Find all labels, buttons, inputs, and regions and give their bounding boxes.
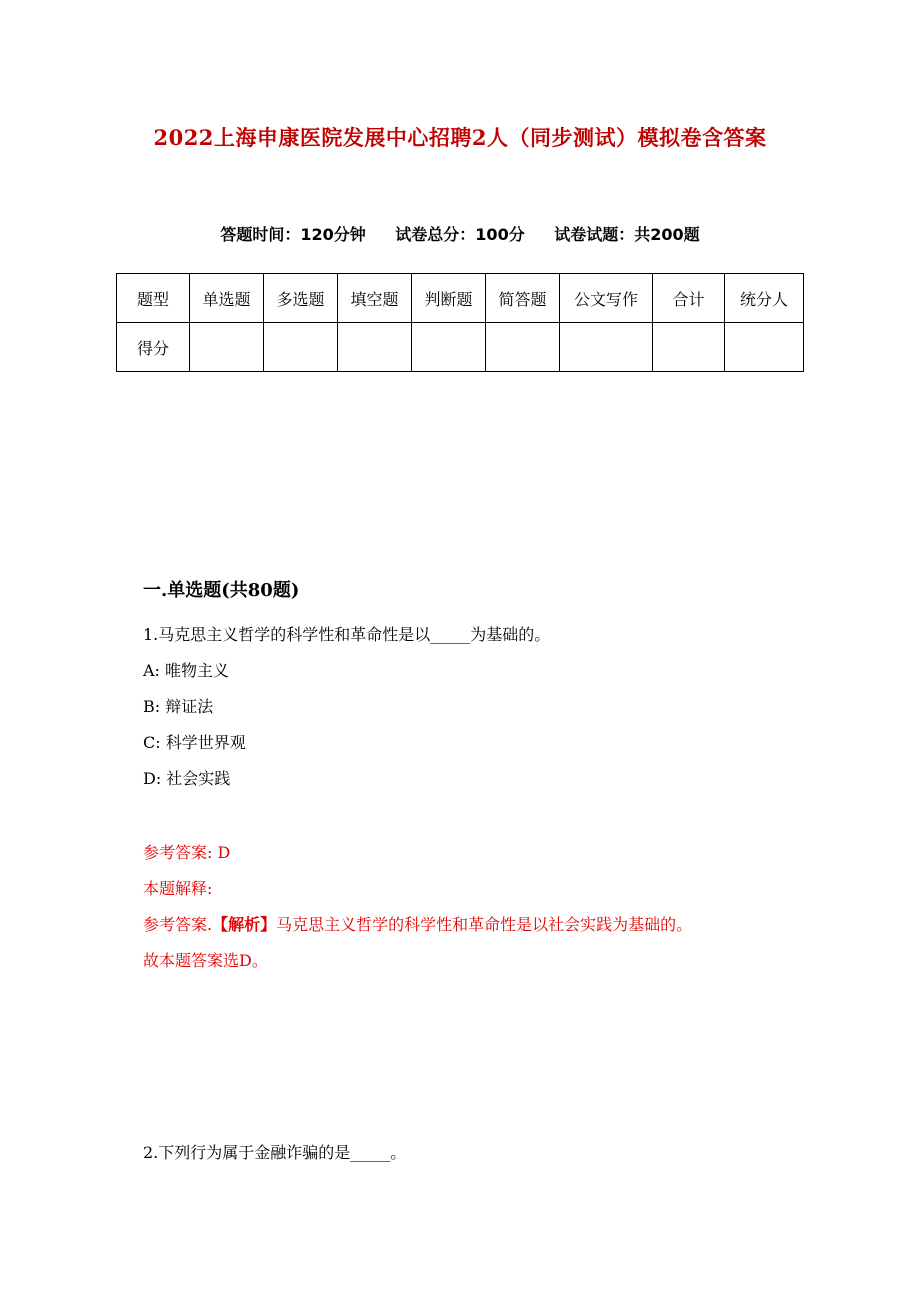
score-table bbox=[116, 273, 804, 372]
question-1-option-a: A: 唯物主义 bbox=[143, 661, 230, 680]
exam-total-score: 试卷总分：100分 bbox=[395, 225, 525, 244]
question-2-stem: 2.下列行为属于金融诈骗的是_____。 bbox=[143, 1143, 407, 1162]
question-1-option-b: B: 辩证法 bbox=[143, 697, 214, 716]
explanation-prefix: 参考答案. bbox=[143, 915, 213, 934]
header-cell-scorer: 统分人 bbox=[725, 274, 804, 323]
question-1-option-d: D: 社会实践 bbox=[143, 769, 231, 788]
score-cell bbox=[412, 323, 486, 372]
explanation-text: 马克思主义哲学的科学性和革命性是以社会实践为基础的。 bbox=[276, 915, 693, 934]
header-cell-official-writing: 公文写作 bbox=[560, 274, 653, 323]
score-cell bbox=[190, 323, 264, 372]
header-cell-short-answer: 简答题 bbox=[486, 274, 560, 323]
header-cell-multiple-choice: 多选题 bbox=[264, 274, 338, 323]
question-1-option-c: C: 科学世界观 bbox=[143, 733, 246, 752]
score-cell bbox=[653, 323, 725, 372]
score-cell bbox=[264, 323, 338, 372]
header-cell-total: 合计 bbox=[653, 274, 725, 323]
question-1-stem: 1.马克思主义哲学的科学性和革命性是以_____为基础的。 bbox=[143, 625, 551, 644]
page-title: 2022上海申康医院发展中心招聘2人（同步测试）模拟卷含答案 bbox=[153, 125, 767, 150]
header-cell-single-choice: 单选题 bbox=[190, 274, 264, 323]
score-table-score-row bbox=[117, 323, 804, 372]
question-1-answer: 参考答案: D bbox=[143, 843, 231, 862]
question-1-explanation-label: 本题解释: bbox=[143, 879, 213, 898]
score-cell bbox=[338, 323, 412, 372]
score-cell bbox=[486, 323, 560, 372]
header-cell-true-false: 判断题 bbox=[412, 274, 486, 323]
exam-info bbox=[0, 222, 920, 245]
exam-question-count: 试卷试题：共200题 bbox=[554, 225, 700, 244]
question-1-explanation-conclusion: 故本题答案选D。 bbox=[143, 951, 268, 970]
score-table-header-row bbox=[117, 274, 804, 323]
question-1-explanation bbox=[143, 912, 692, 935]
score-cell bbox=[725, 323, 804, 372]
row-label-score: 得分 bbox=[117, 323, 190, 372]
explanation-tag: 【解析】 bbox=[212, 915, 277, 934]
section-title: 一.单选题(共80题) bbox=[143, 580, 300, 601]
exam-time: 答题时间：120分钟 bbox=[220, 225, 366, 244]
score-cell bbox=[560, 323, 653, 372]
header-cell-type: 题型 bbox=[117, 274, 190, 323]
header-cell-fill-blank: 填空题 bbox=[338, 274, 412, 323]
